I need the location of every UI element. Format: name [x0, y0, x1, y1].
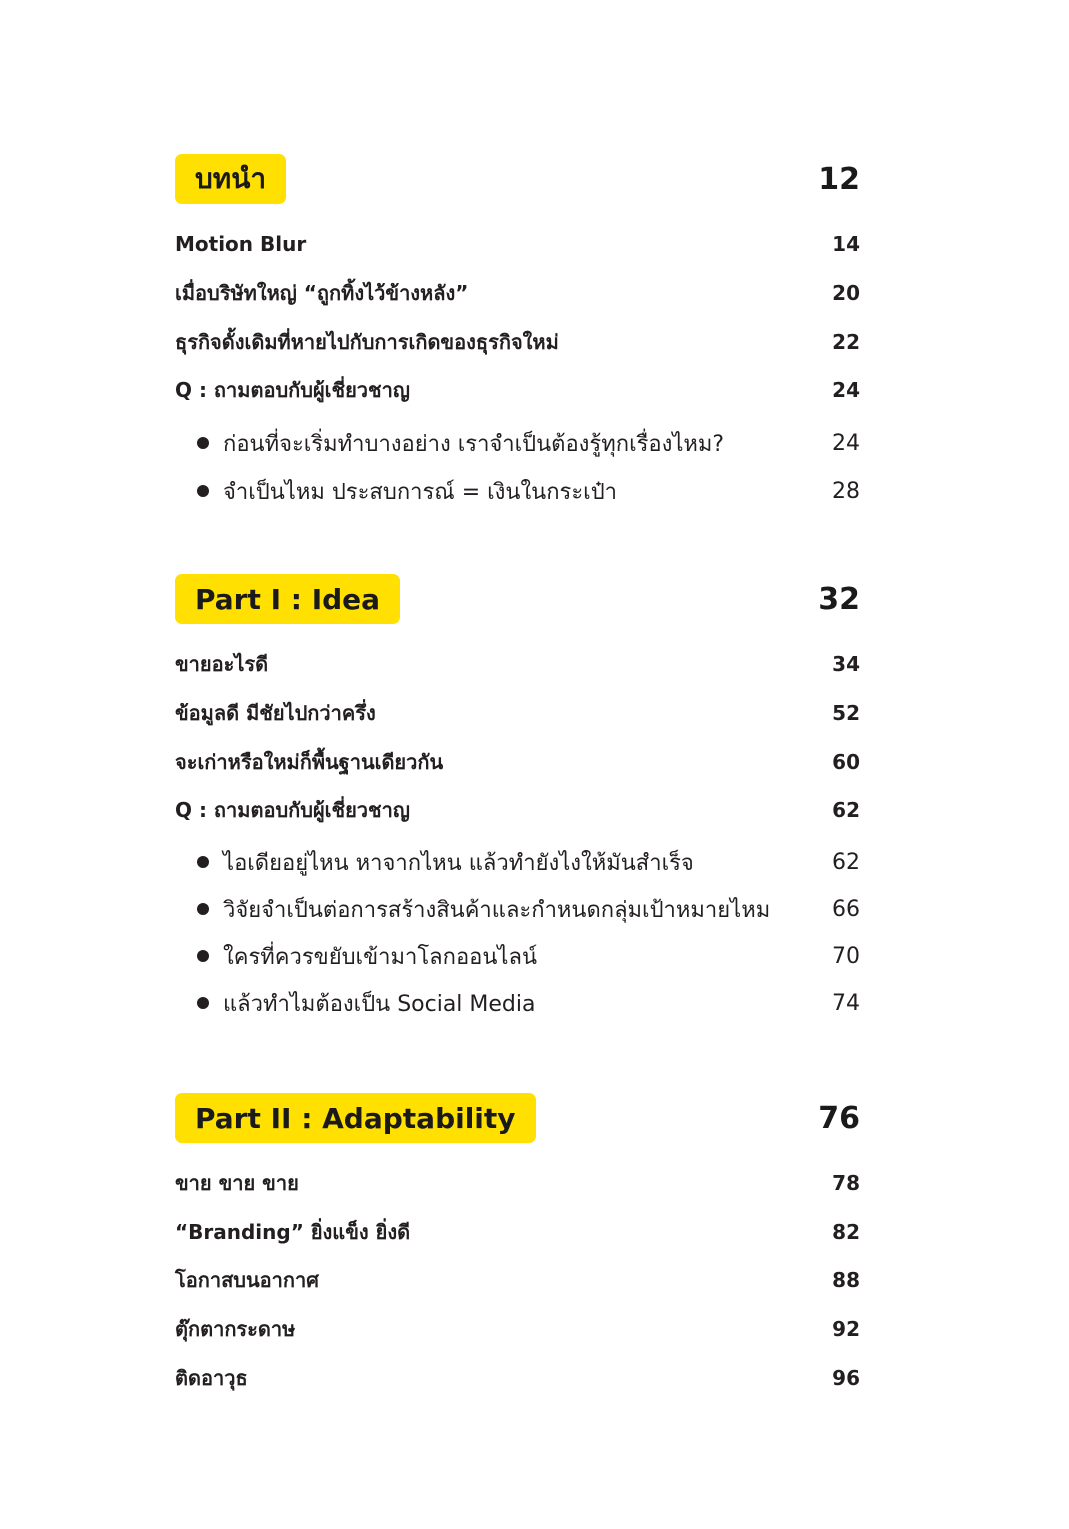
entry-title: ธุรกิจดั้งเดิมที่หายไปกับการเกิดของธุรกิจใหม่ [175, 330, 559, 354]
subitem-page: 74 [832, 990, 860, 1016]
toc-subitem [197, 426, 860, 460]
entry-page: 82 [832, 1220, 860, 1244]
subitem-page: 66 [832, 896, 860, 922]
bullet-icon [197, 950, 209, 962]
entry-page: 92 [832, 1317, 860, 1341]
entry-page: 22 [832, 330, 860, 354]
entry-title: ขายอะไรดี [175, 652, 269, 676]
subitem-title: แล้วทำไมต้องเป็น Social Media [223, 991, 536, 1017]
section-title: บทนำ [175, 154, 286, 204]
section-heading [175, 1093, 860, 1143]
subitem-title: วิจัยจำเป็นต่อการสร้างสินค้าและกำหนดกลุ่มเป้าหมายไหม [223, 897, 771, 923]
entry-title: จะเก่าหรือใหม่ก็พื้นฐานเดียวกัน [175, 750, 444, 774]
subitem-title: จำเป็นไหม ประสบการณ์ = เงินในกระเป๋า [223, 479, 618, 505]
subitem-title: ก่อนที่จะเริ่มทำบางอย่าง เราจำเป็นต้องรู้ทุกเรื่องไหม? [223, 431, 725, 457]
bullet-icon [197, 485, 209, 497]
subitem-title: ไอเดียอยู่ไหน หาจากไหน แล้วทำยังไงให้มันสำเร็จ [223, 850, 694, 876]
toc-entry [175, 1168, 860, 1198]
toc-entry [175, 1314, 860, 1344]
section-heading [175, 154, 860, 204]
bullet-icon [197, 437, 209, 449]
toc-entry [175, 327, 860, 357]
entry-page: 24 [832, 378, 860, 402]
subitem-page: 24 [832, 430, 860, 456]
section-title: Part II : Adaptability [175, 1093, 536, 1143]
entry-page: 96 [832, 1366, 860, 1390]
subitem-page: 70 [832, 943, 860, 969]
toc-subitem [197, 939, 860, 973]
toc-subitem [197, 474, 860, 508]
entry-page: 34 [832, 652, 860, 676]
subitem-page: 28 [832, 478, 860, 504]
toc-entry [175, 698, 860, 728]
entry-title: Motion Blur [175, 232, 307, 256]
entry-page: 52 [832, 701, 860, 725]
bullet-icon [197, 997, 209, 1009]
toc-entry [175, 1217, 860, 1247]
toc-entry [175, 649, 860, 679]
toc-subitem [197, 892, 860, 926]
toc-entry [175, 1265, 860, 1295]
bullet-icon [197, 903, 209, 915]
section-title: Part I : Idea [175, 574, 400, 624]
toc-entry [175, 229, 860, 259]
entry-title: Q : ถามตอบกับผู้เชี่ยวชาญ [175, 378, 410, 402]
entry-title: ติดอาวุธ [175, 1366, 248, 1390]
toc-entry [175, 1363, 860, 1393]
toc-entry [175, 795, 860, 825]
entry-page: 78 [832, 1171, 860, 1195]
subitem-page: 62 [832, 849, 860, 875]
section-page: 76 [818, 1100, 860, 1136]
toc-subitem [197, 986, 860, 1020]
entry-title: ตุ๊กตากระดาษ [175, 1317, 296, 1341]
section-page: 32 [818, 581, 860, 617]
entry-page: 14 [832, 232, 860, 256]
entry-title: เมื่อบริษัทใหญ่ “ถูกทิ้งไว้ข้างหลัง” [175, 281, 469, 305]
toc-subitem [197, 845, 860, 879]
section-heading [175, 574, 860, 624]
toc-entry [175, 747, 860, 777]
entry-page: 62 [832, 798, 860, 822]
bullet-icon [197, 856, 209, 868]
entry-title: “Branding” ยิ่งแข็ง ยิ่งดี [175, 1220, 411, 1244]
toc-entry [175, 375, 860, 405]
toc-entry [175, 278, 860, 308]
entry-title: Q : ถามตอบกับผู้เชี่ยวชาญ [175, 798, 410, 822]
entry-title: ขาย ขาย ขาย [175, 1171, 299, 1195]
entry-page: 60 [832, 750, 860, 774]
subitem-title: ใครที่ควรขยับเข้ามาโลกออนไลน์ [223, 944, 537, 970]
entry-page: 20 [832, 281, 860, 305]
entry-page: 88 [832, 1268, 860, 1292]
section-page: 12 [818, 161, 860, 197]
entry-title: ข้อมูลดี มีชัยไปกว่าครึ่ง [175, 701, 376, 725]
entry-title: โอกาสบนอากาศ [175, 1268, 319, 1292]
